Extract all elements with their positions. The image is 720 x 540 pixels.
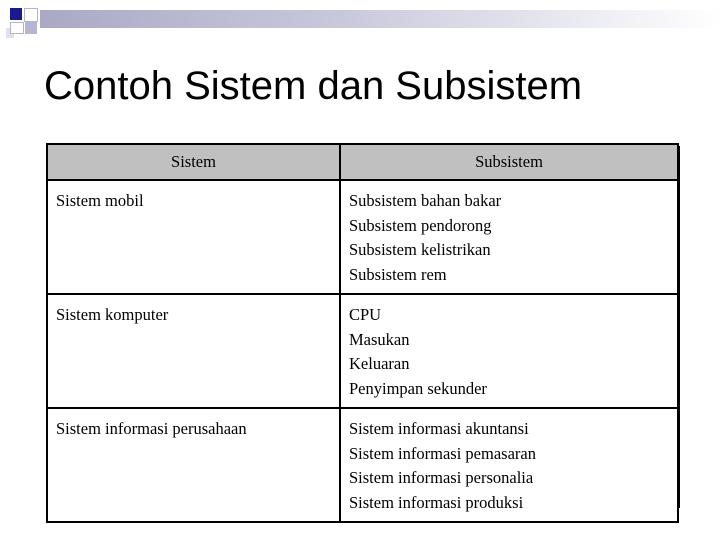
header-subsistem: Subsistem: [340, 144, 678, 180]
cell-sistem: Sistem komputer: [47, 294, 340, 408]
table-row: [47, 294, 678, 408]
subsistem-item: Subsistem rem: [349, 264, 447, 284]
page-title: Contoh Sistem dan Subsistem: [44, 64, 583, 108]
decor-square-icon: [10, 22, 24, 34]
subsistem-item: Keluaran: [349, 354, 410, 373]
cell-sistem: Sistem informasi perusahaan: [47, 408, 340, 522]
subsistem-item: Subsistem bahan bakar: [349, 191, 502, 210]
header-gradient-bar: [40, 10, 720, 28]
subsistem-item: Sistem informasi produksi: [349, 492, 524, 512]
subsistem-item: Subsistem kelistrikan: [349, 240, 491, 259]
cell-subsistem: [340, 294, 678, 408]
table-row: [47, 180, 678, 294]
decor-square-icon: [24, 8, 38, 22]
table-row: [47, 408, 678, 522]
cell-subsistem: [340, 180, 678, 294]
subsistem-item: Subsistem pendorong: [349, 215, 492, 235]
subsistem-item: Sistem informasi pemasaran: [349, 443, 536, 463]
system-table: [46, 143, 679, 523]
table-header-row: [47, 144, 678, 180]
subsistem-item: Penyimpan sekunder: [349, 378, 487, 398]
decor-square-icon: [10, 8, 22, 20]
subsistem-item: CPU: [349, 305, 382, 324]
subsistem-item: Sistem informasi personalia: [349, 468, 534, 487]
cell-sistem: Sistem mobil: [47, 180, 340, 294]
header-sistem: Sistem: [47, 144, 340, 180]
cell-subsistem: [340, 408, 678, 522]
subsistem-item: Sistem informasi akuntansi: [349, 419, 529, 438]
decor-square-icon: [25, 22, 37, 34]
subsistem-item: Masukan: [349, 329, 410, 349]
